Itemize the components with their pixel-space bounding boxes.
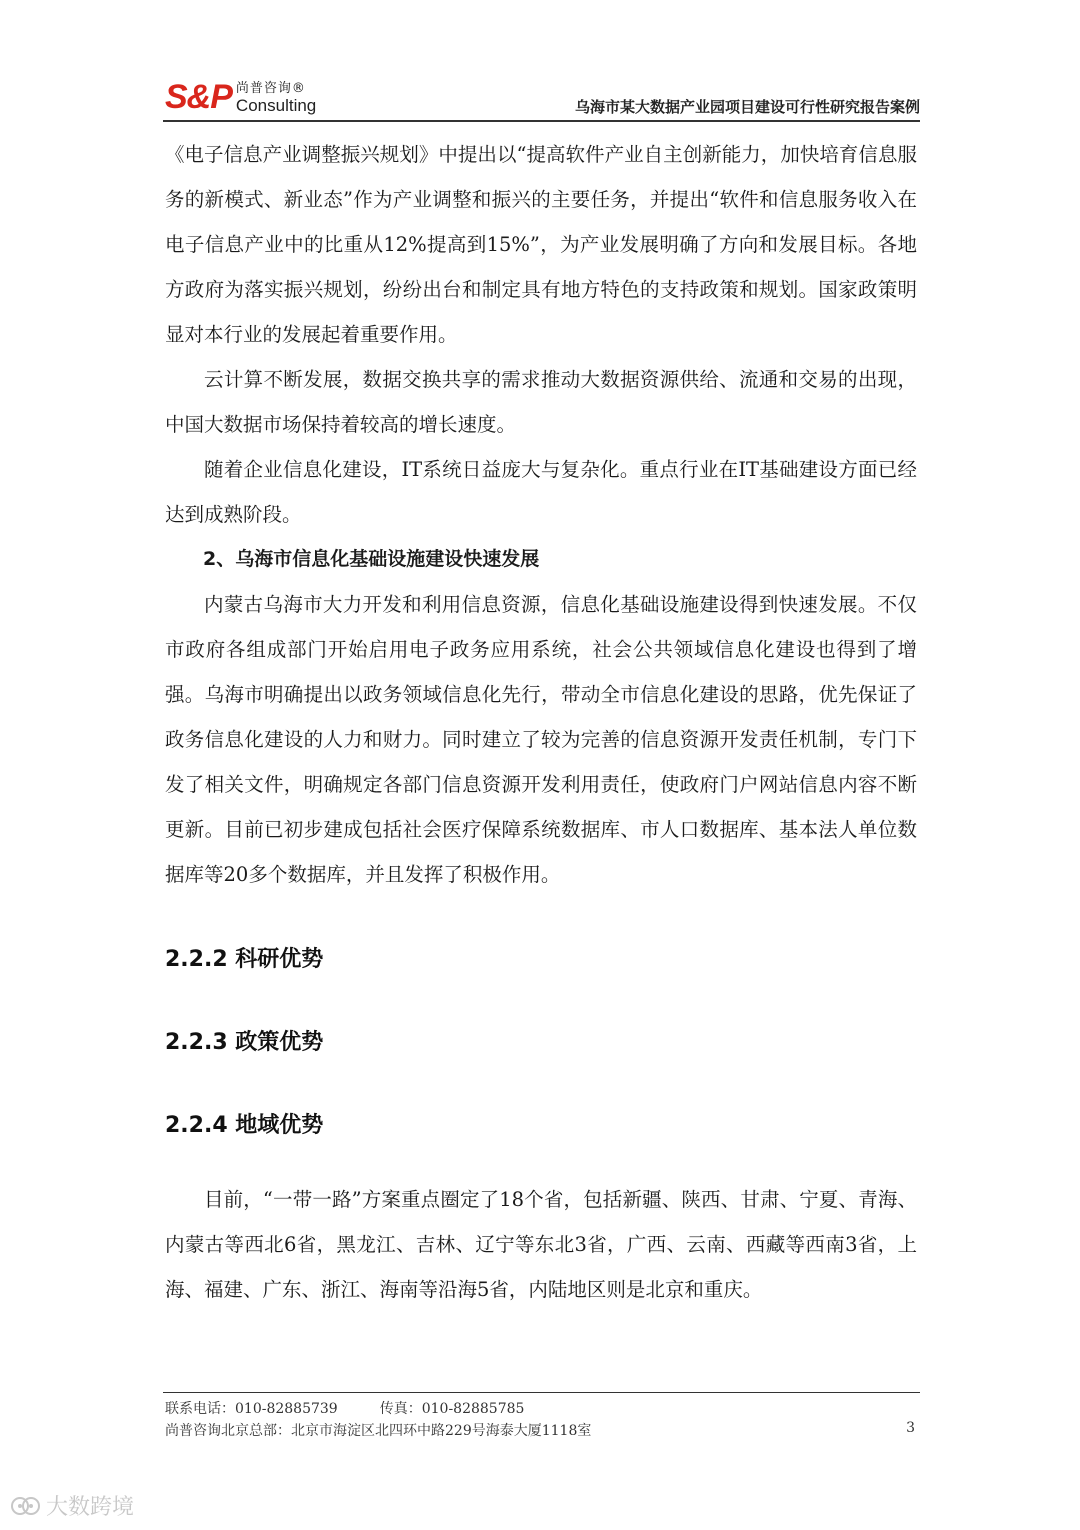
subheading: 2、乌海市信息化基础设施建设快速发展 — [203, 548, 540, 570]
footer-address: 尚普咨询北京总部：北京市海淀区北四环中路229号海泰大厦1118室 — [165, 1423, 592, 1439]
document-body — [165, 132, 917, 1312]
section-heading-2-2-2: 2.2.2 科研优势 — [165, 947, 324, 972]
paragraph: 目前，“一带一路”方案重点圈定了18个省，包括新疆、陕西、甘肃、宁夏、青海、内蒙古等西北6省，黑龙江、吉林、辽宁等东北3省，广西、云南、西藏等西南3省，上海、福建、广东、浙江、海南等沿海5省，内陆地区则是北京和重庆。 — [165, 1188, 917, 1301]
page-number: 3 — [906, 1420, 915, 1436]
watermark-brand-icon — [10, 1494, 42, 1518]
logo-chinese-name: 尚普咨询® — [235, 81, 306, 96]
footer-divider — [163, 1392, 920, 1393]
watermark — [10, 1490, 134, 1521]
footer-phone: 联系电话：010-82885739 — [165, 1401, 338, 1417]
section-heading-2-2-4: 2.2.4 地域优势 — [165, 1113, 324, 1138]
paragraph: 云计算不断发展，数据交换共享的需求推动大数据资源供给、流通和交易的出现，中国大数据市场保持着较高的增长速度。 — [165, 368, 917, 436]
running-header-title: 乌海市某大数据产业园项目建设可行性研究报告案例 — [574, 98, 920, 116]
paragraph: 随着企业信息化建设，IT系统日益庞大与复杂化。重点行业在IT基础建设方面已经达到成熟阶段。 — [165, 458, 917, 526]
paragraph: 内蒙古乌海市大力开发和利用信息资源，信息化基础设施建设得到快速发展。不仅市政府各组成部门开始启用电子政务应用系统，社会公共领域信息化建设也得到了增强。乌海市明确提出以政务领域信息化先行，带动全市信息化建设的思路，优先保证了政务信息化建设的人力和财力。同时建立了较为完善的信息资源开发责任机制，专门下发了相关文件，明确规定各部门信息资源开发利用责任，使政府门户网站信息内容不断更新。目前已初步建成包括社会医疗保障系统数据库、市人口数据库、基本法人单位数据库等20多个数据库，并且发挥了积极作用。 — [165, 593, 917, 886]
footer-fax: 传真：010-82885785 — [379, 1401, 525, 1417]
company-logo — [165, 74, 316, 114]
paragraph: 《电子信息产业调整振兴规划》中提出以“提高软件产业自主创新能力，加快培育信息服务的新模式、新业态”作为产业调整和振兴的主要任务，并提出“软件和信息服务收入在电子信息产业中的比重从12%提高到15%”，为产业发展明确了方向和发展目标。各地方政府为落实振兴规划，纷纷出台和制定具有地方特色的支持政策和规划。国家政策明显对本行业的发展起着重要作用。 — [165, 143, 917, 346]
watermark-text: 大数跨境 — [46, 1495, 135, 1520]
logo-mark: S&P — [165, 78, 232, 116]
section-heading-2-2-3: 2.2.3 政策优势 — [165, 1030, 324, 1055]
footer-contact — [165, 1398, 524, 1418]
header-divider — [163, 120, 920, 122]
logo-english-name: Consulting — [235, 96, 317, 115]
